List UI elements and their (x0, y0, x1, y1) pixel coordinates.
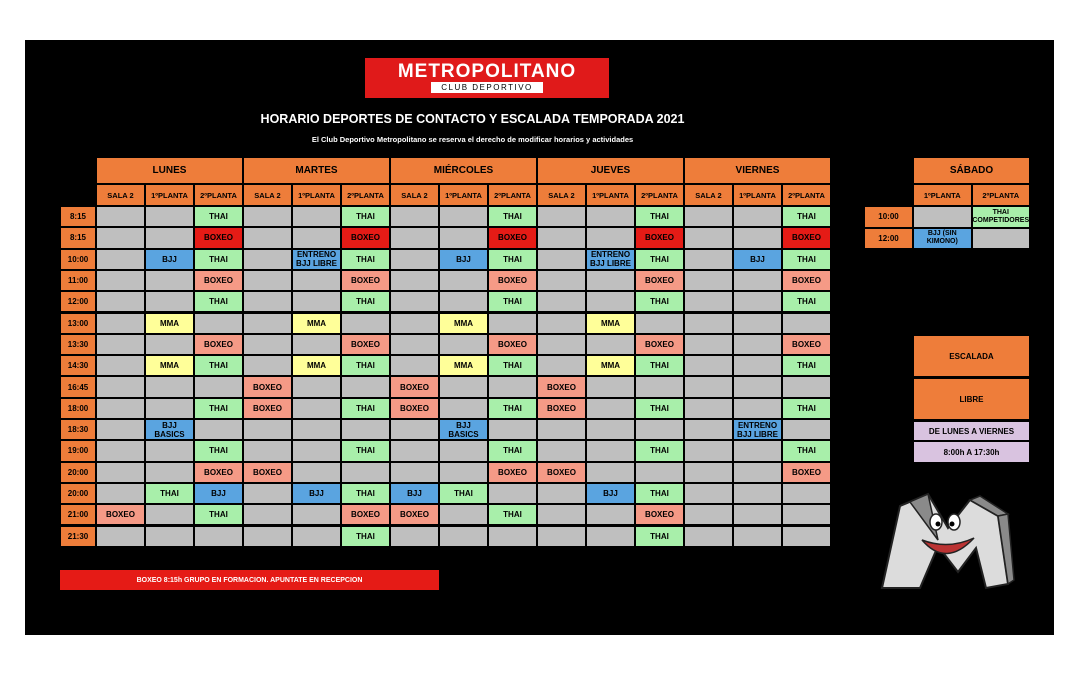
schedule-cell (243, 440, 292, 461)
schedule-cell (586, 419, 635, 440)
schedule-cell (145, 526, 194, 547)
schedule-cell (684, 462, 733, 483)
escalada-subtitle: LIBRE (913, 378, 1030, 420)
schedule-cell (194, 376, 243, 397)
schedule-cell (145, 206, 194, 227)
schedule-cell: THAI (194, 504, 243, 525)
schedule-cell (733, 355, 782, 376)
schedule-cell (341, 313, 390, 334)
schedule-cell (96, 270, 145, 291)
schedule-cell (96, 291, 145, 312)
day-header: MIÉRCOLES (390, 157, 537, 184)
schedule-cell (488, 376, 537, 397)
schedule-cell (390, 270, 439, 291)
schedule-cell: BOXEO (488, 227, 537, 248)
schedule-cell: BJJ BASICS (439, 419, 488, 440)
schedule-cell: BJJ BASICS (145, 419, 194, 440)
schedule-cell (96, 355, 145, 376)
schedule-cell: BOXEO (537, 376, 586, 397)
schedule-cell (684, 440, 733, 461)
schedule-cell (488, 313, 537, 334)
schedule-cell: THAI (782, 355, 831, 376)
schedule-cell (586, 440, 635, 461)
schedule-cell: THAI (782, 291, 831, 312)
time-label: 18:00 (60, 398, 96, 419)
schedule-cell (145, 270, 194, 291)
time-label: 20:00 (60, 483, 96, 504)
schedule-cell: BOXEO (635, 270, 684, 291)
schedule-cell (96, 313, 145, 334)
time-label: 11:00 (60, 270, 96, 291)
schedule-cell (684, 419, 733, 440)
schedule-cell (390, 206, 439, 227)
schedule-cell (684, 313, 733, 334)
schedule-cell (145, 440, 194, 461)
room-header: 2ºPLANTA (782, 184, 831, 206)
schedule-cell (96, 526, 145, 547)
schedule-cell: BJJ (145, 249, 194, 270)
schedule-cell (733, 227, 782, 248)
schedule-cell: BOXEO (194, 227, 243, 248)
schedule-cell (684, 398, 733, 419)
schedule-cell (488, 526, 537, 547)
room-header: SALA 2 (537, 184, 586, 206)
room-header: 1ºPLANTA (586, 184, 635, 206)
schedule-cell: BOXEO (488, 270, 537, 291)
schedule-cell (390, 249, 439, 270)
day-header: VIERNES (684, 157, 831, 184)
schedule-cell (243, 249, 292, 270)
schedule-cell: BOXEO (488, 334, 537, 355)
schedule-cell (488, 419, 537, 440)
room-header: 2ºPLANTA (341, 184, 390, 206)
schedule-cell: THAI (488, 249, 537, 270)
mascot-m-character-icon (870, 488, 1015, 598)
schedule-cell (292, 227, 341, 248)
schedule-cell (684, 270, 733, 291)
schedule-cell (733, 462, 782, 483)
schedule-cell (292, 376, 341, 397)
schedule-cell (782, 419, 831, 440)
schedule-cell (684, 355, 733, 376)
schedule-cell (96, 483, 145, 504)
schedule-cell (292, 206, 341, 227)
schedule-cell (586, 462, 635, 483)
schedule-cell (194, 526, 243, 547)
schedule-cell (96, 419, 145, 440)
day-header: LUNES (96, 157, 243, 184)
schedule-cell (292, 504, 341, 525)
schedule-cell: ENTRENO BJJ LIBRE (586, 249, 635, 270)
schedule-cell (684, 376, 733, 397)
time-label: 21:00 (60, 504, 96, 525)
time-label: 8:15 (60, 227, 96, 248)
schedule-cell: THAI (635, 526, 684, 547)
schedule-cell (243, 526, 292, 547)
schedule-cell (586, 291, 635, 312)
schedule-cell: MMA (586, 313, 635, 334)
schedule-cell (537, 419, 586, 440)
schedule-cell: THAI (782, 398, 831, 419)
schedule-cell (390, 291, 439, 312)
schedule-cell (243, 227, 292, 248)
schedule-cell (537, 334, 586, 355)
schedule-cell (341, 376, 390, 397)
schedule-cell (292, 398, 341, 419)
schedule-cell (684, 526, 733, 547)
schedule-cell (782, 376, 831, 397)
schedule-cell: THAI (635, 206, 684, 227)
schedule-cell (586, 206, 635, 227)
schedule-cell (586, 526, 635, 547)
schedule-cell: BOXEO (635, 504, 684, 525)
schedule-cell: BJJ (733, 249, 782, 270)
room-header: 1ºPLANTA (733, 184, 782, 206)
logo-sub-text: CLUB DEPORTIVO (431, 82, 543, 93)
saturday-time-label: 10:00 (864, 206, 913, 228)
saturday-cell (913, 206, 972, 228)
schedule-cell (586, 398, 635, 419)
schedule-cell (292, 462, 341, 483)
escalada-title: ESCALADA (913, 335, 1030, 377)
schedule-cell (586, 334, 635, 355)
schedule-cell: THAI (635, 440, 684, 461)
schedule-cell: THAI (194, 398, 243, 419)
schedule-cell (733, 206, 782, 227)
schedule-cell: THAI (782, 249, 831, 270)
schedule-cell (390, 462, 439, 483)
schedule-cell (439, 376, 488, 397)
schedule-cell (243, 206, 292, 227)
schedule-cell: BOXEO (194, 462, 243, 483)
room-header: SALA 2 (390, 184, 439, 206)
schedule-cell (243, 355, 292, 376)
schedule-cell: THAI (635, 291, 684, 312)
saturday-room-header: 1ºPLANTA (913, 184, 972, 206)
schedule-cell: THAI (488, 398, 537, 419)
schedule-cell (243, 419, 292, 440)
schedule-cell (243, 313, 292, 334)
schedule-cell (537, 206, 586, 227)
room-header: 1ºPLANTA (439, 184, 488, 206)
schedule-cell: BOXEO (390, 398, 439, 419)
schedule-cell (635, 313, 684, 334)
schedule-cell: THAI (194, 355, 243, 376)
schedule-cell: ENTRENO BJJ LIBRE (292, 249, 341, 270)
saturday-cell (972, 228, 1031, 250)
schedule-cell (292, 270, 341, 291)
schedule-cell (96, 227, 145, 248)
time-label: 21:30 (60, 526, 96, 547)
schedule-cell (96, 334, 145, 355)
time-label: 14:30 (60, 355, 96, 376)
schedule-cell: THAI (194, 440, 243, 461)
schedule-cell (292, 334, 341, 355)
schedule-cell (292, 419, 341, 440)
schedule-cell (439, 398, 488, 419)
schedule-cell: THAI (341, 483, 390, 504)
schedule-cell (341, 462, 390, 483)
schedule-cell: THAI (194, 291, 243, 312)
time-label: 16:45 (60, 376, 96, 397)
schedule-cell: THAI (341, 398, 390, 419)
schedule-cell: THAI (782, 206, 831, 227)
schedule-cell (439, 206, 488, 227)
schedule-cell: BOXEO (243, 398, 292, 419)
schedule-cell (243, 291, 292, 312)
schedule-cell: BOXEO (537, 398, 586, 419)
schedule-cell (292, 291, 341, 312)
schedule-cell (145, 334, 194, 355)
schedule-cell: THAI (488, 504, 537, 525)
schedule-cell: BOXEO (243, 376, 292, 397)
schedule-cell (96, 206, 145, 227)
schedule-cell (586, 270, 635, 291)
day-header: MARTES (243, 157, 390, 184)
schedule-cell (145, 504, 194, 525)
room-header: SALA 2 (684, 184, 733, 206)
schedule-cell (684, 249, 733, 270)
schedule-cell: BOXEO (96, 504, 145, 525)
time-label: 18:30 (60, 419, 96, 440)
schedule-cell (537, 291, 586, 312)
room-header: 2ºPLANTA (194, 184, 243, 206)
time-label: 10:00 (60, 249, 96, 270)
schedule-cell (586, 227, 635, 248)
schedule-cell: BOXEO (635, 227, 684, 248)
escalada-hours: 8:00h A 17:30h (913, 441, 1030, 463)
time-label: 20:00 (60, 462, 96, 483)
schedule-cell: MMA (439, 355, 488, 376)
schedule-cell: BJJ (390, 483, 439, 504)
schedule-cell: THAI (341, 249, 390, 270)
schedule-cell (733, 440, 782, 461)
schedule-cell (243, 504, 292, 525)
schedule-cell (292, 526, 341, 547)
schedule-cell (684, 334, 733, 355)
schedule-cell: MMA (145, 313, 194, 334)
schedule-cell: MMA (439, 313, 488, 334)
schedule-cell (96, 398, 145, 419)
schedule-cell (145, 227, 194, 248)
time-label: 19:00 (60, 440, 96, 461)
time-label: 12:00 (60, 291, 96, 312)
schedule-cell (537, 270, 586, 291)
schedule-cell (439, 526, 488, 547)
schedule-cell (684, 291, 733, 312)
schedule-cell (145, 376, 194, 397)
schedule-cell: THAI (194, 206, 243, 227)
schedule-cell (537, 355, 586, 376)
schedule-cell (733, 483, 782, 504)
schedule-cell (537, 526, 586, 547)
schedule-cell: THAI (341, 355, 390, 376)
schedule-cell (635, 419, 684, 440)
schedule-cell (537, 483, 586, 504)
schedule-cell: THAI (145, 483, 194, 504)
schedule-cell (243, 483, 292, 504)
schedule-cell (194, 419, 243, 440)
schedule-cell (537, 227, 586, 248)
schedule-cell (684, 227, 733, 248)
schedule-cell (733, 313, 782, 334)
schedule-cell: THAI (635, 355, 684, 376)
schedule-cell: BJJ (439, 249, 488, 270)
schedule-cell (733, 334, 782, 355)
schedule-cell (684, 483, 733, 504)
schedule-cell (635, 376, 684, 397)
schedule-cell (145, 291, 194, 312)
schedule-cell: THAI (782, 440, 831, 461)
schedule-cell: THAI (488, 291, 537, 312)
room-header: 1ºPLANTA (292, 184, 341, 206)
schedule-cell: MMA (292, 313, 341, 334)
schedule-cell (733, 504, 782, 525)
escalada-days: DE LUNES A VIERNES (913, 421, 1030, 441)
room-header: 2ºPLANTA (488, 184, 537, 206)
day-header: JUEVES (537, 157, 684, 184)
schedule-cell (243, 334, 292, 355)
schedule-cell: ENTRENO BJJ LIBRE (733, 419, 782, 440)
time-label: 8:15 (60, 206, 96, 227)
schedule-cell: BOXEO (341, 270, 390, 291)
schedule-cell (635, 462, 684, 483)
schedule-cell (439, 504, 488, 525)
schedule-cell (439, 227, 488, 248)
schedule-cell: THAI (341, 440, 390, 461)
schedule-cell: THAI (194, 249, 243, 270)
page-subtitle: El Club Deportivo Metropolitano se reserva el derecho de modificar horarios y actividades (311, 135, 634, 144)
schedule-cell: BOXEO (194, 334, 243, 355)
schedule-cell (733, 526, 782, 547)
club-logo (365, 58, 609, 98)
schedule-cell: BOXEO (243, 462, 292, 483)
time-label: 13:30 (60, 334, 96, 355)
schedule-cell: THAI (635, 249, 684, 270)
schedule-cell: BJJ (586, 483, 635, 504)
schedule-cell: BOXEO (782, 462, 831, 483)
schedule-cell (782, 526, 831, 547)
saturday-header: SÁBADO (913, 157, 1030, 184)
schedule-cell (586, 504, 635, 525)
schedule-cell: BOXEO (194, 270, 243, 291)
schedule-cell: MMA (586, 355, 635, 376)
schedule-cell (145, 462, 194, 483)
schedule-cell (96, 376, 145, 397)
saturday-cell: THAI COMPETIDORES (972, 206, 1031, 228)
schedule-cell (439, 270, 488, 291)
schedule-cell (243, 270, 292, 291)
schedule-cell (537, 440, 586, 461)
time-label: 13:00 (60, 313, 96, 334)
schedule-cell: BOXEO (341, 504, 390, 525)
schedule-cell: MMA (292, 355, 341, 376)
schedule-cell (390, 313, 439, 334)
schedule-cell: THAI (635, 398, 684, 419)
schedule-cell: BOXEO (782, 334, 831, 355)
saturday-time-label: 12:00 (864, 228, 913, 250)
schedule-cell (733, 291, 782, 312)
schedule-cell: BOXEO (782, 270, 831, 291)
schedule-cell: BJJ (292, 483, 341, 504)
schedule-cell: BOXEO (635, 334, 684, 355)
schedule-cell (586, 376, 635, 397)
schedule-cell (292, 440, 341, 461)
schedule-cell (439, 440, 488, 461)
saturday-cell: BJJ (SIN KIMONO) (913, 228, 972, 250)
schedule-cell (782, 504, 831, 525)
schedule-cell: THAI (341, 206, 390, 227)
schedule-cell: BOXEO (341, 227, 390, 248)
schedule-cell (96, 440, 145, 461)
schedule-cell (537, 249, 586, 270)
schedule-cell: BOXEO (537, 462, 586, 483)
schedule-cell: THAI (488, 206, 537, 227)
schedule-cell (390, 440, 439, 461)
schedule-cell (194, 313, 243, 334)
schedule-cell (439, 462, 488, 483)
schedule-cell (96, 462, 145, 483)
schedule-cell (537, 504, 586, 525)
schedule-cell (733, 398, 782, 419)
schedule-cell: MMA (145, 355, 194, 376)
schedule-cell (684, 504, 733, 525)
schedule-cell: BOXEO (390, 504, 439, 525)
schedule-cell (733, 376, 782, 397)
schedule-cell: THAI (488, 440, 537, 461)
schedule-cell (782, 313, 831, 334)
room-header: SALA 2 (243, 184, 292, 206)
schedule-cell (390, 355, 439, 376)
saturday-room-header: 2ºPLANTA (972, 184, 1031, 206)
schedule-cell (439, 334, 488, 355)
room-header: 1ºPLANTA (145, 184, 194, 206)
room-header: SALA 2 (96, 184, 145, 206)
schedule-cell (145, 398, 194, 419)
schedule-cell (782, 483, 831, 504)
schedule-cell (733, 270, 782, 291)
schedule-cell: BOXEO (782, 227, 831, 248)
schedule-cell: THAI (635, 483, 684, 504)
schedule-cell (439, 291, 488, 312)
schedule-cell: THAI (341, 526, 390, 547)
schedule-cell (537, 313, 586, 334)
schedule-cell: THAI (341, 291, 390, 312)
schedule-cell (341, 419, 390, 440)
room-header: 2ºPLANTA (635, 184, 684, 206)
schedule-cell: THAI (488, 355, 537, 376)
schedule-cell: BOXEO (341, 334, 390, 355)
schedule-cell (488, 483, 537, 504)
page-title: HORARIO DEPORTES DE CONTACTO Y ESCALADA TEMPORADA 2021 (260, 112, 685, 126)
schedule-cell (390, 227, 439, 248)
schedule-cell (390, 419, 439, 440)
schedule-cell (390, 526, 439, 547)
schedule-cell (684, 206, 733, 227)
schedule-cell (96, 249, 145, 270)
schedule-cell (390, 334, 439, 355)
logo-main-text: METROPOLITANO (397, 61, 577, 82)
schedule-cell: THAI (439, 483, 488, 504)
schedule-cell: BJJ (194, 483, 243, 504)
schedule-cell: BOXEO (390, 376, 439, 397)
boxeo-notice-banner: BOXEO 8:15h GRUPO EN FORMACION. APUNTATE EN RECEPCION (60, 570, 439, 590)
schedule-cell: BOXEO (488, 462, 537, 483)
